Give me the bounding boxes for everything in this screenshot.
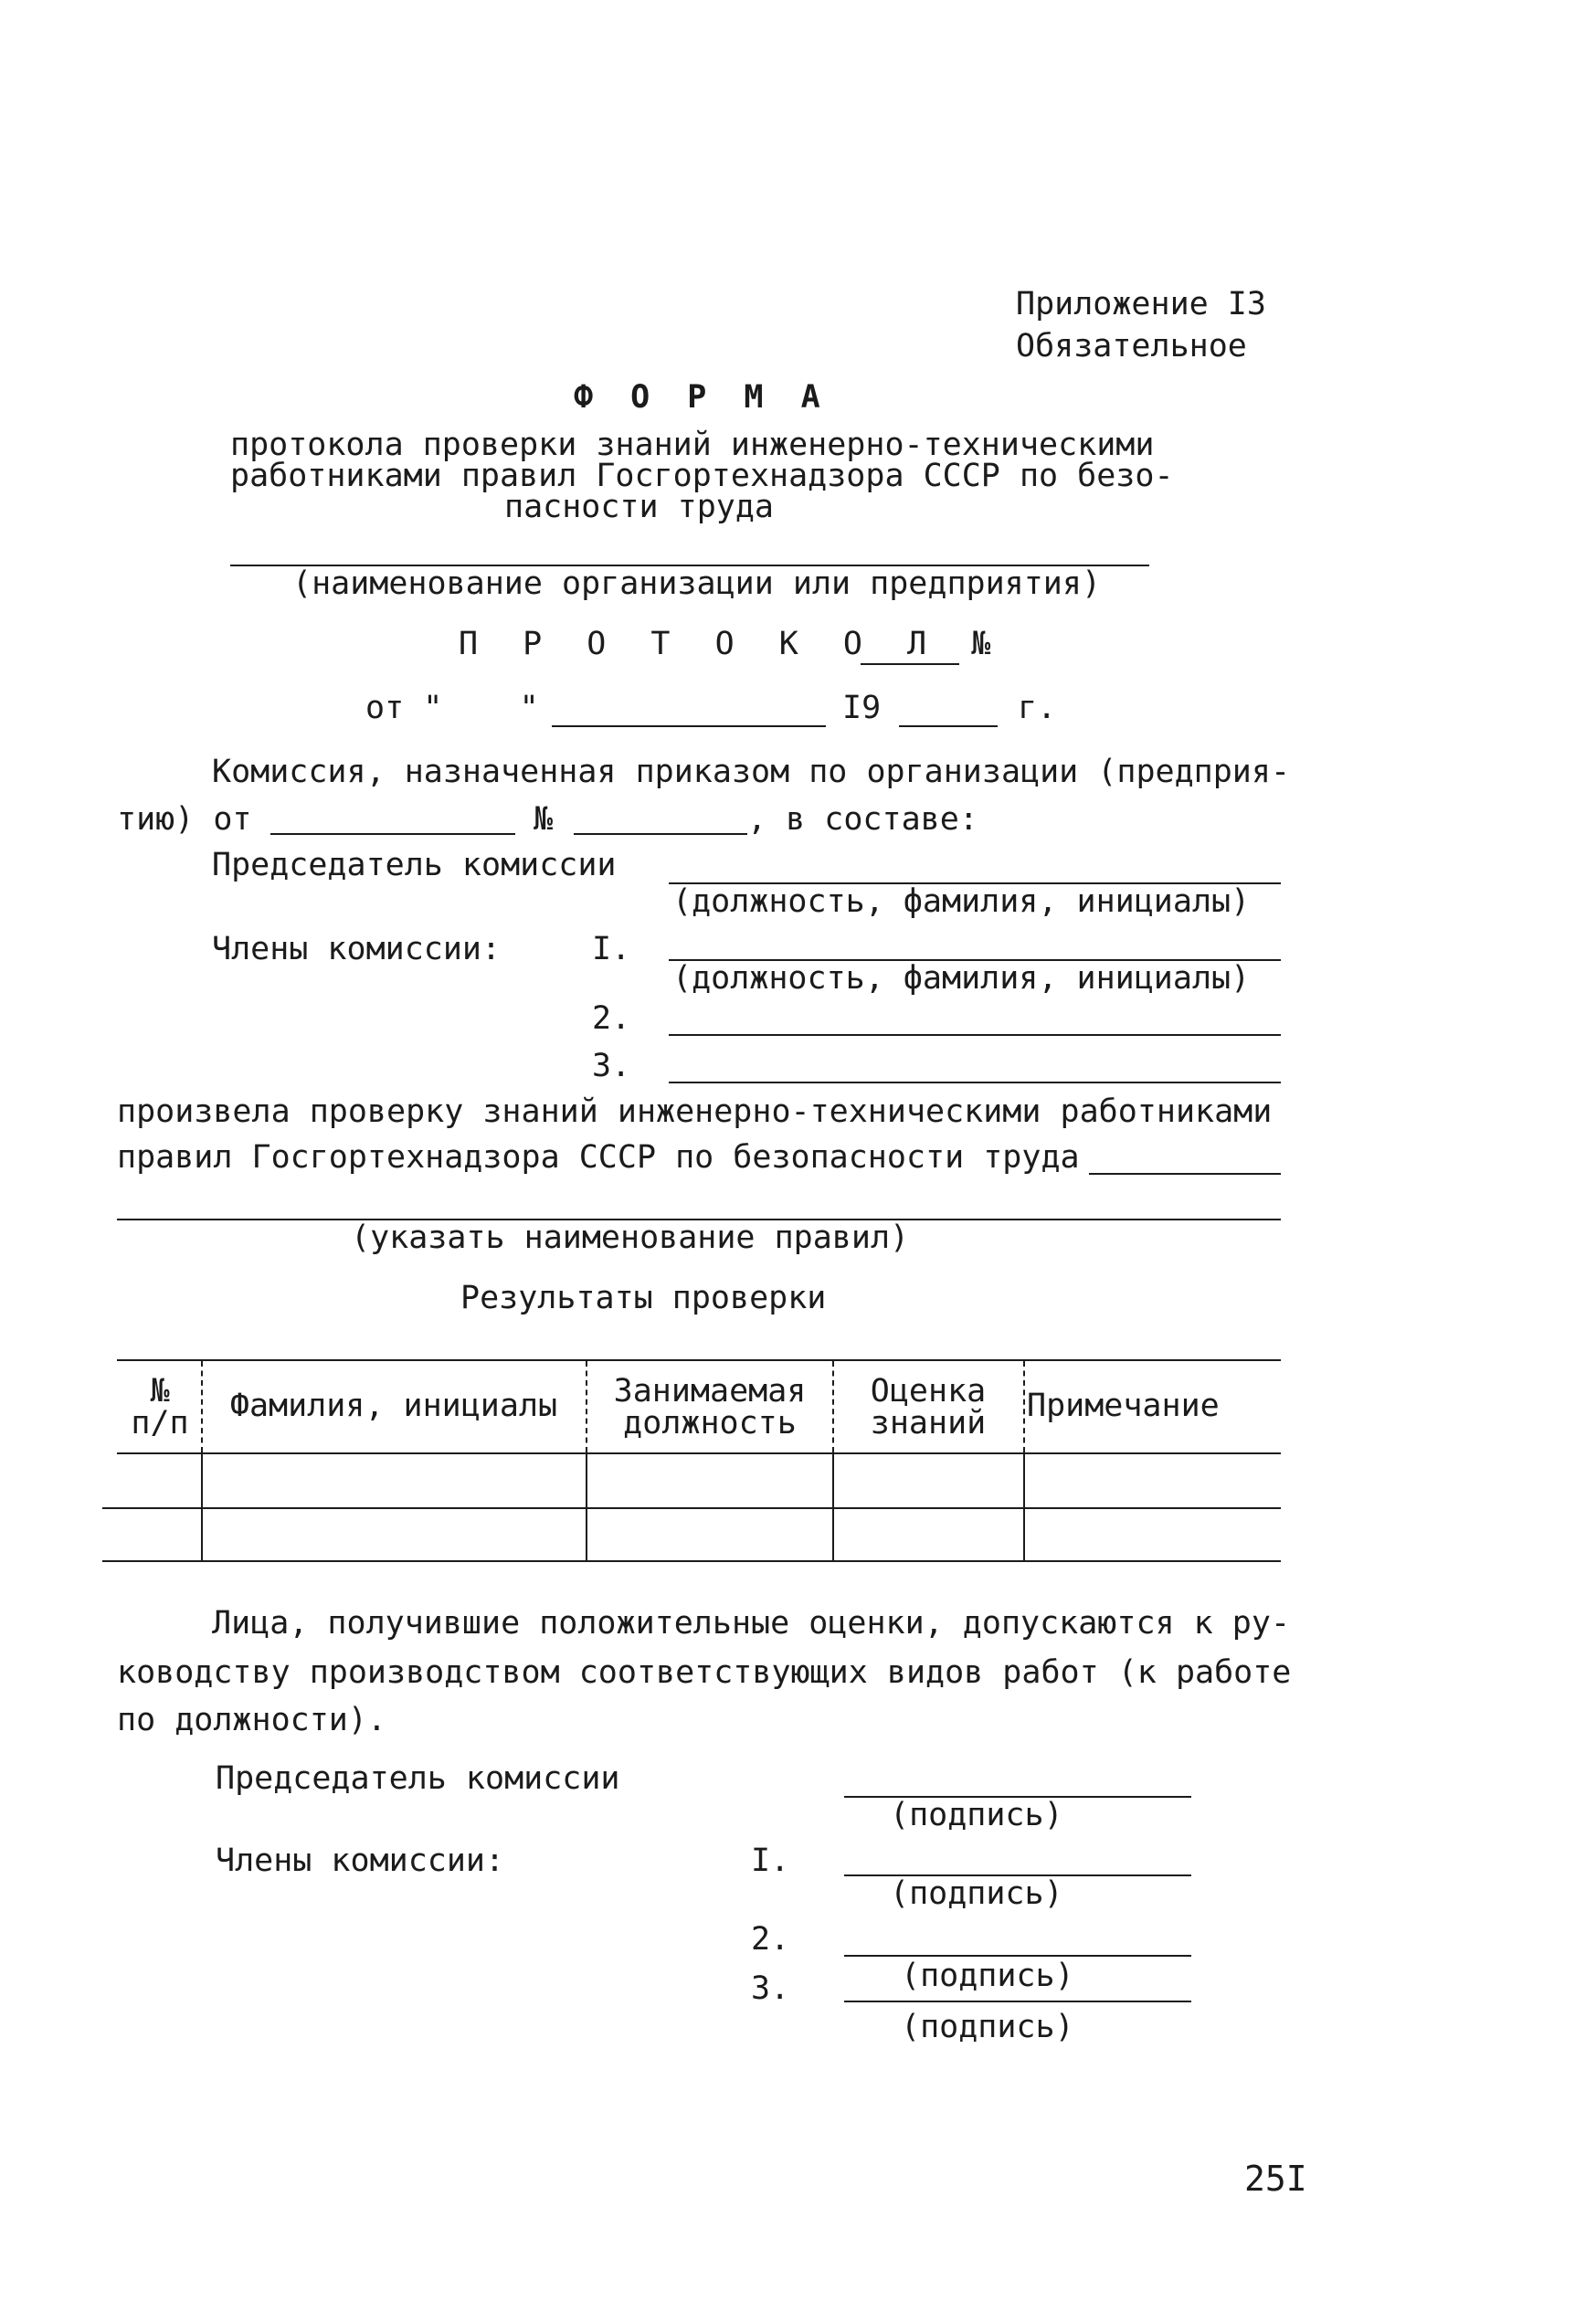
footer-member-2-number: 2.	[751, 1921, 790, 1958]
header-position-line2: должность	[623, 1405, 797, 1441]
admit-line2: ководству производством соответствующих видов работ (к работе	[117, 1654, 1292, 1691]
header-number-line1: №	[150, 1373, 170, 1410]
admit-line3: по должности).	[117, 1702, 387, 1738]
header-name-text: Фамилия, инициалы	[229, 1388, 558, 1424]
rules-field-line-short[interactable]	[1089, 1173, 1281, 1175]
organization-caption: (наименование организации или предприятия)	[292, 565, 1102, 602]
members-label: Члены комиссии:	[212, 931, 502, 967]
header-grade-line2: знаний	[870, 1405, 987, 1441]
form-subtitle-line1: протокола проверки знаний инженерно-техническими	[230, 427, 1155, 463]
signature-caption-2: (подпись)	[890, 1875, 1063, 1912]
verified-line2: правил Госгортехнадзора СССР по безопасности труда	[117, 1139, 1080, 1176]
appendix-status: Обязательное	[1016, 328, 1247, 364]
footer-member-1-number: I.	[751, 1843, 790, 1879]
member-3-number: 3.	[592, 1048, 631, 1084]
header-position-line1: Занимаемая	[613, 1373, 807, 1410]
header-number	[121, 1373, 199, 1441]
footer-members-label: Члены комиссии:	[216, 1843, 505, 1879]
header-note-text: Примечание	[1027, 1388, 1220, 1424]
verified-line1: произвела проверку знаний инженерно-техническими работниками	[117, 1093, 1273, 1130]
date-year-prefix: I9	[842, 690, 882, 726]
form-subtitle-line2: работниками правил Госгортехнадзора СССР по безо-	[230, 458, 1174, 494]
rules-caption: (указать наименование правил)	[351, 1220, 910, 1256]
order-number-line[interactable]	[574, 833, 747, 835]
admit-line1: Лица, получившие положительные оценки, допускаются к ру-	[212, 1605, 1291, 1642]
header-number-line2: п/п	[131, 1405, 189, 1441]
header-grade-line1: Оценка	[870, 1373, 987, 1410]
signature-caption-4: (подпись)	[901, 2009, 1074, 2045]
header-position	[589, 1373, 830, 1441]
table-row[interactable]	[117, 1509, 1281, 1559]
date-month-line[interactable]	[552, 725, 826, 727]
member-3-field-line[interactable]	[669, 1082, 1281, 1083]
table-header-divider	[201, 1361, 203, 1452]
header-name	[205, 1390, 583, 1422]
member-2-number: 2.	[592, 1000, 631, 1037]
commission-line2-c: , в составе:	[747, 801, 978, 838]
member-1-position-caption: (должность, фамилия, инициалы)	[672, 960, 1251, 997]
chairman-label: Председатель комиссии	[212, 847, 617, 883]
page-number: 25I	[1244, 2159, 1307, 2199]
footer-member-3-number: 3.	[751, 1970, 790, 2007]
header-grade	[835, 1373, 1021, 1441]
table-top-border	[117, 1359, 1281, 1361]
results-title: Результаты проверки	[460, 1280, 827, 1316]
table-bottom-border	[102, 1560, 1281, 1562]
header-note	[1027, 1390, 1237, 1422]
date-year-line[interactable]	[899, 725, 998, 727]
chairman-position-caption: (должность, фамилия, инициалы)	[672, 883, 1251, 920]
appendix-number: Приложение I3	[1016, 286, 1266, 322]
form-title: Ф О Р М А	[574, 379, 830, 416]
commission-line2-b: №	[534, 801, 554, 838]
table-header-divider	[832, 1361, 834, 1452]
signature-caption-1: (подпись)	[890, 1797, 1063, 1833]
commission-line1: Комиссия, назначенная приказом по организации (предприя-	[212, 754, 1291, 790]
member-3-signature-line[interactable]	[844, 2001, 1191, 2002]
protocol-number-line[interactable]	[861, 663, 959, 665]
date-from: от " "	[365, 690, 539, 726]
table-row[interactable]	[117, 1454, 1281, 1506]
member-2-field-line[interactable]	[669, 1034, 1281, 1036]
member-1-number: I.	[592, 931, 631, 967]
member-2-signature-line[interactable]	[844, 1955, 1191, 1957]
commission-line2-a: тию) от	[117, 801, 252, 838]
footer-chairman-label: Председатель комиссии	[216, 1760, 620, 1797]
signature-caption-3: (подпись)	[901, 1958, 1074, 1994]
table-header-divider	[586, 1361, 587, 1452]
date-year-suffix: г.	[1018, 690, 1057, 726]
order-date-line[interactable]	[270, 833, 515, 835]
table-header-divider	[1023, 1361, 1025, 1452]
form-subtitle-line3: пасности труда	[504, 489, 775, 525]
protocol-label: П Р О Т О К О Л №	[459, 626, 1004, 662]
